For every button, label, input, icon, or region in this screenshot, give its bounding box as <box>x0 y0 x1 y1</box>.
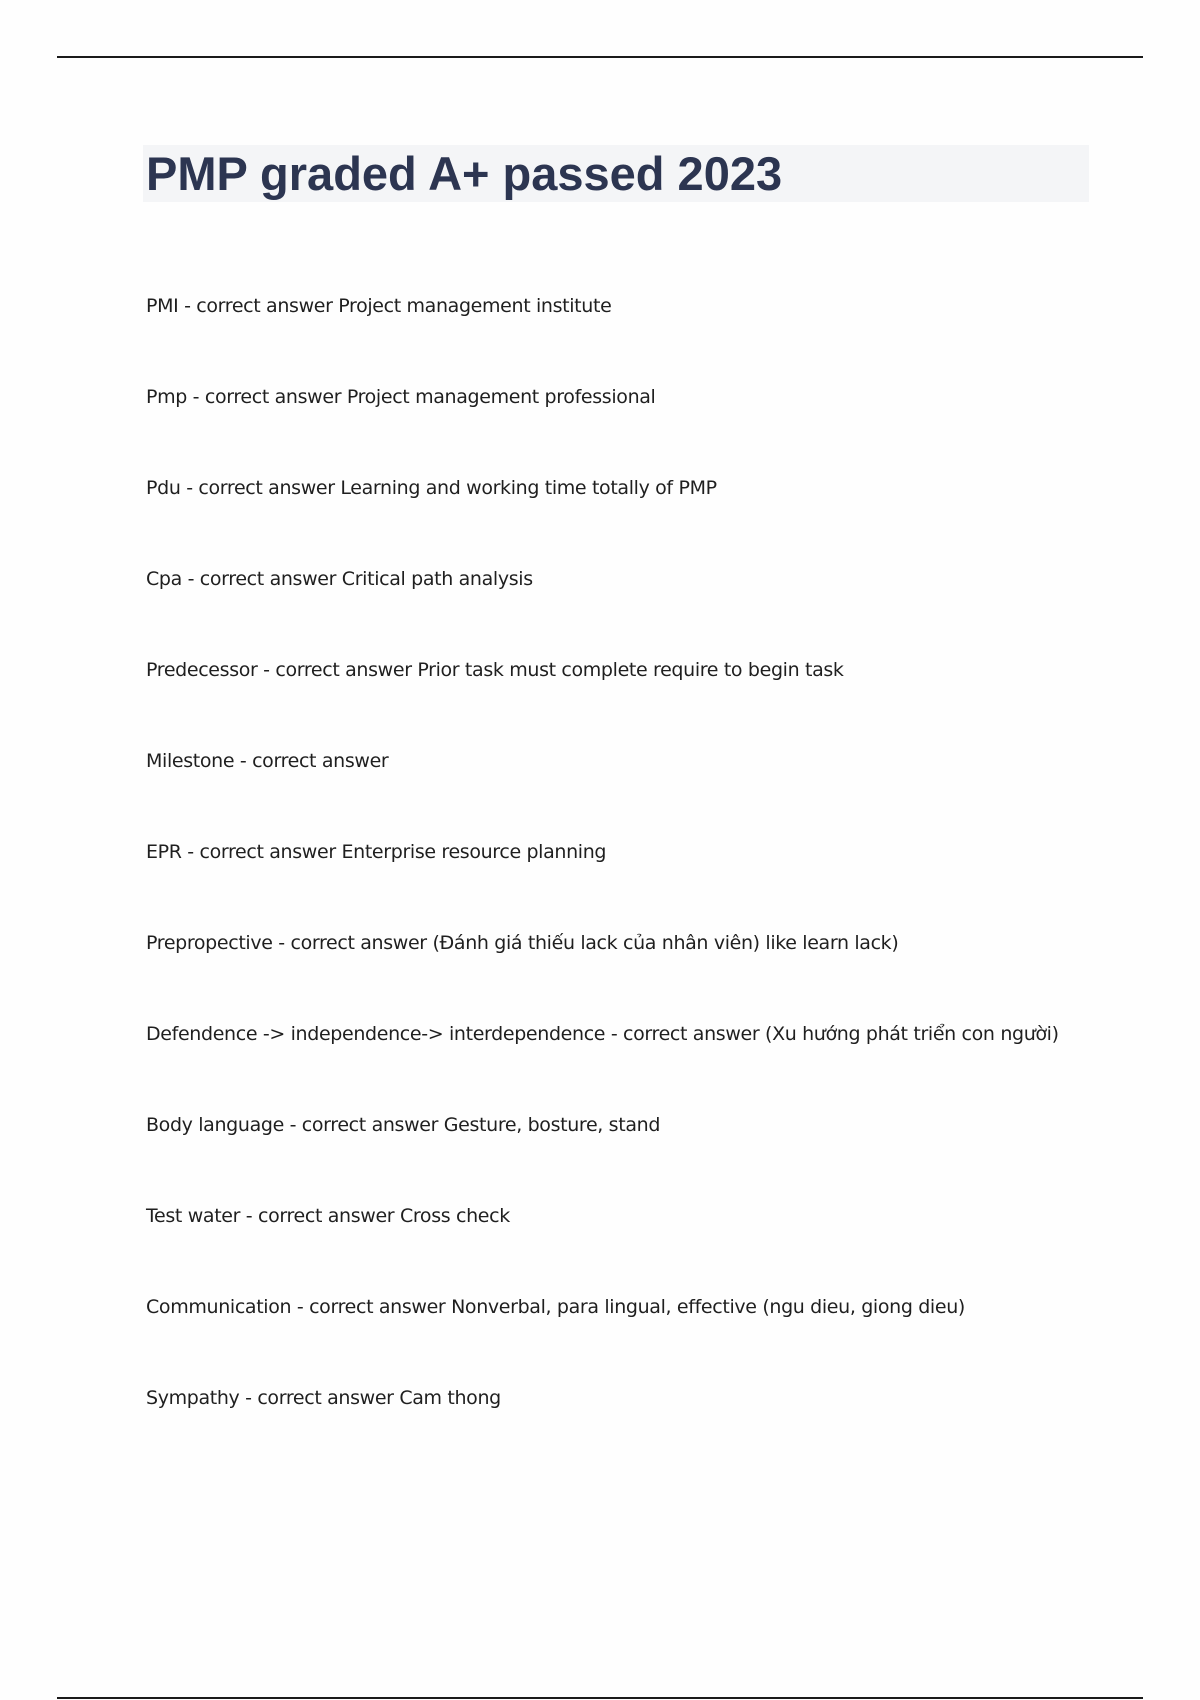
document-title: PMP graded A+ passed 2023 <box>146 147 783 200</box>
flashcard-list <box>146 292 1059 1475</box>
flashcard-entry: Defendence -> independence-> interdependence - correct answer (Xu hướng phát triển con người) <box>146 1023 1059 1045</box>
flashcard-entry: Body language - correct answer Gesture, bosture, stand <box>146 1114 661 1136</box>
header-rule <box>57 56 1143 58</box>
flashcard-entry: Test water - correct answer Cross check <box>146 1205 510 1227</box>
flashcard-entry: Sympathy - correct answer Cam thong <box>146 1387 501 1409</box>
flashcard-entry: Prepropective - correct answer (Đánh giá thiếu lack của nhân viên) like learn lack) <box>146 932 899 954</box>
footer-rule <box>57 1697 1143 1699</box>
flashcard-entry: Pmp - correct answer Project management professional <box>146 386 656 408</box>
flashcard-entry: PMI - correct answer Project management institute <box>146 295 612 317</box>
flashcard-entry: Communication - correct answer Nonverbal, para lingual, effective (ngu dieu, giong dieu) <box>146 1296 965 1318</box>
flashcard-entry: Milestone - correct answer <box>146 750 389 772</box>
flashcard-entry: Pdu - correct answer Learning and working time totally of PMP <box>146 477 717 499</box>
flashcard-entry: EPR - correct answer Enterprise resource planning <box>146 841 607 863</box>
flashcard-entry: Cpa - correct answer Critical path analysis <box>146 568 533 590</box>
flashcard-entry: Predecessor - correct answer Prior task must complete require to begin task <box>146 659 844 681</box>
